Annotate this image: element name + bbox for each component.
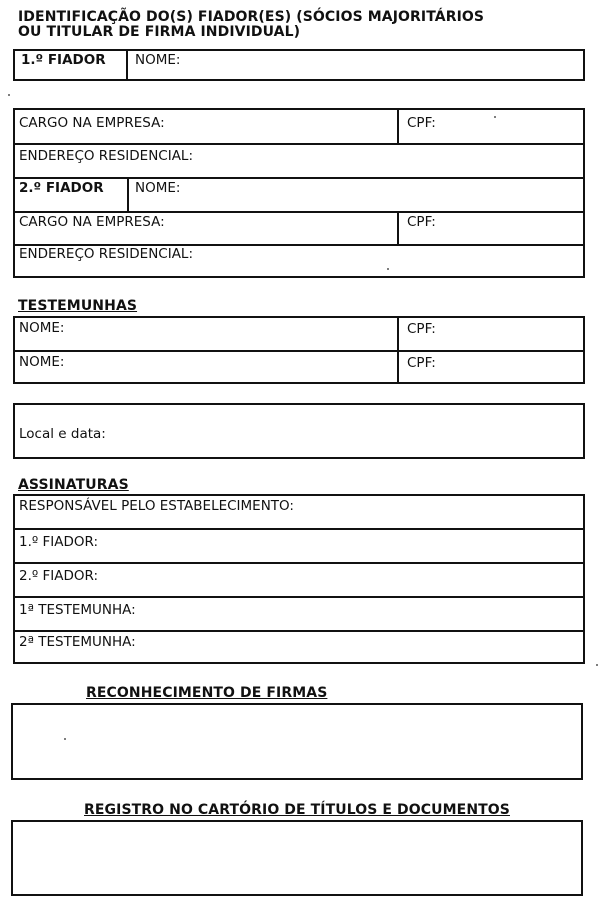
assinatura-testemunha1-field[interactable]: 1ª TESTEMUNHA:: [19, 602, 136, 618]
scan-speck: [494, 116, 496, 118]
fiador1-label: 1.º FIADOR: [21, 52, 106, 68]
scan-speck: [64, 738, 66, 740]
assinatura-row: [15, 598, 583, 631]
fiador2-endereco-field[interactable]: ENDEREÇO RESIDENCIAL:: [19, 246, 194, 262]
divider: [126, 51, 128, 79]
scan-speck: [8, 94, 10, 96]
testemunha1-row: [15, 318, 583, 351]
fiador2-nome-field[interactable]: NOME:: [135, 180, 181, 196]
assinatura-responsavel-field[interactable]: RESPONSÁVEL PELO ESTABELECIMENTO:: [19, 498, 294, 514]
fiador2-cargo-row: [15, 213, 583, 245]
testemunhas-heading: TESTEMUNHAS: [18, 298, 138, 314]
local-data-field[interactable]: Local e data:: [19, 426, 106, 442]
assinatura-row: [15, 496, 583, 529]
fiador1-cargo-row: [15, 110, 583, 144]
testemunha2-cpf-field[interactable]: CPF:: [407, 355, 436, 371]
registro-heading: REGISTRO NO CARTÓRIO DE TÍTULOS E DOCUMENTOS: [84, 802, 510, 818]
assinatura-row: [15, 530, 583, 563]
testemunha2-nome-field[interactable]: NOME:: [19, 354, 65, 370]
fiador2-endereco-row: [15, 246, 583, 278]
fiador-details-box: [13, 108, 585, 278]
fiador1-cargo-field[interactable]: CARGO NA EMPRESA:: [19, 115, 165, 131]
scan-speck: [596, 664, 598, 666]
heading-fiadores-line1: IDENTIFICAÇÃO DO(S) FIADOR(ES) (SÓCIOS MAJORITÁRIOS: [18, 9, 485, 25]
local-data-box: [13, 403, 585, 459]
assinatura-testemunha2-field[interactable]: 2ª TESTEMUNHA:: [19, 634, 136, 650]
fiador2-name-row: [15, 179, 583, 212]
assinatura-fiador2-field[interactable]: 2.º FIADOR:: [19, 568, 99, 584]
fiador2-cargo-field[interactable]: CARGO NA EMPRESA:: [19, 214, 165, 230]
fiador1-name-box: [13, 49, 585, 81]
assinaturas-box: [13, 494, 585, 664]
assinatura-row: [15, 564, 583, 597]
fiador1-nome-field[interactable]: NOME:: [135, 52, 181, 68]
reconhecimento-box[interactable]: [11, 703, 583, 780]
heading-fiadores-line2: OU TITULAR DE FIRMA INDIVIDUAL): [18, 24, 301, 40]
registro-box[interactable]: [11, 820, 583, 896]
assinaturas-heading: ASSINATURAS: [18, 477, 129, 493]
scan-speck: [387, 268, 389, 270]
testemunha1-nome-field[interactable]: NOME:: [19, 320, 65, 336]
testemunha1-cpf-field[interactable]: CPF:: [407, 321, 436, 337]
reconhecimento-heading: RECONHECIMENTO DE FIRMAS: [86, 685, 328, 701]
fiador1-cpf-field[interactable]: CPF:: [407, 115, 436, 131]
assinatura-fiador1-field[interactable]: 1.º FIADOR:: [19, 534, 99, 550]
assinatura-row: [15, 632, 583, 664]
testemunhas-box: [13, 316, 585, 384]
testemunha2-row: [15, 352, 583, 384]
fiador1-endereco-row: [15, 145, 583, 178]
fiador1-endereco-field[interactable]: ENDEREÇO RESIDENCIAL:: [19, 148, 194, 164]
fiador2-label: 2.º FIADOR: [19, 180, 104, 196]
fiador2-cpf-field[interactable]: CPF:: [407, 214, 436, 230]
